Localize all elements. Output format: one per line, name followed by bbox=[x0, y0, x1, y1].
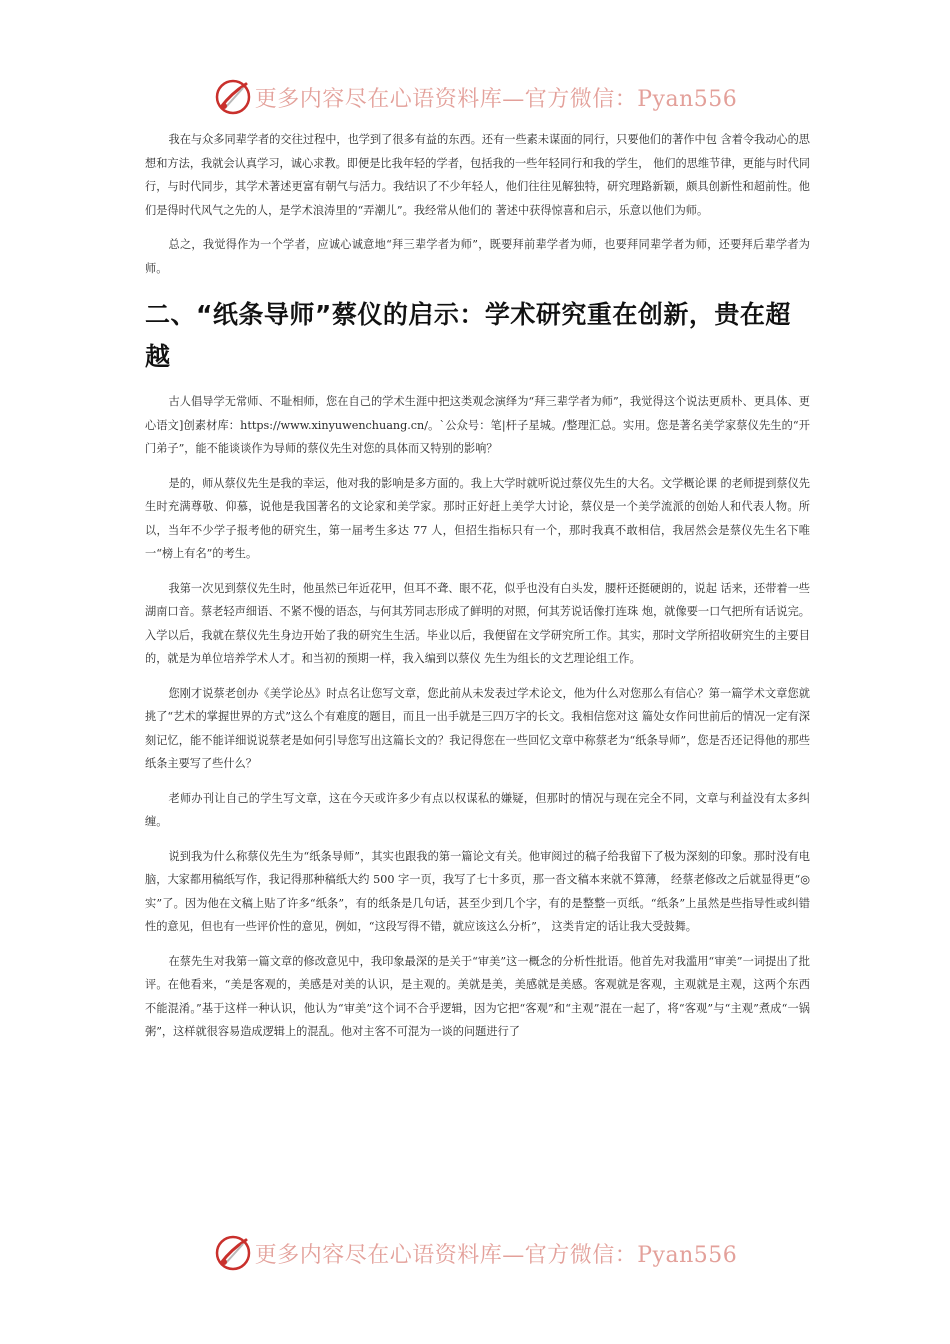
paragraph: 总之，我觉得作为一个学者，应诚心诚意地“拜三辈学者为师”，既要拜前辈学者为师，也要拜同辈学者为师，还要拜后辈学者为师。 bbox=[145, 238, 810, 275]
section-heading: 二、“纸条导师”蔡仪的启示：学术研究重在创新，贵在超越 bbox=[145, 300, 791, 371]
footer-banner-text: 更多内容尽在心语资料库—官方微信：Pyan556 bbox=[254, 1242, 738, 1268]
pen-logo-icon bbox=[213, 77, 253, 117]
footer-banner bbox=[0, 1228, 950, 1278]
paragraph: 古人倡导学无常师、不耻相师，您在自己的学术生涯中把这类观念演绎为“拜三辈学者为师”，我觉得这个说法更质朴、更具体、更心语文]创素材库：https://www.xinyuwenchuang.cn/。`公众号：笔|杆子星城。/整理汇总。实用。您是著名美学家蔡仪先生的“开门弟子”，能不能谈谈作为导师的蔡仪先生对您的具体而又特别的影响？ bbox=[145, 395, 810, 455]
paragraph: 在蔡先生对我第一篇文章的修改意见中，我印象最深的是关于“审美”这一概念的分析性批语。他首先对我滥用“审美”一词提出了批评。在他看来，“美是客观的，美感是对美的认识，是主观的。美就是美，美感就是美感。客观就是客观，主观就是主观，这两个东西不能混淆。”基于这样一种认识，他认为“审美”这个词不合乎逻辑，因为它把“客观”和“主观”混在一起了，将“客观”与“主观”煮成“一锅粥”，这样就很容易造成逻辑上的混乱。他对主客不可混为一谈的问题进行了 bbox=[145, 954, 810, 1038]
paragraph: 说到我为什么称蔡仪先生为“纸条导师”，其实也跟我的第一篇论文有关。他审阅过的稿子给我留下了极为深刻的印象。那时没有电脑，大家都用稿纸写作，我记得那种稿纸大约 500 字一页，我写了七十多页，那一沓文稿本来就不算薄， 经蔡老修改之后就显得更“◎实”了。因为他在文稿上贴了许多“纸条”，有的纸条是几句话，甚至少到几个字，有的是整整一页纸。“纸条”上虽然是些指导性或纠错性的意见，但也有一些评价性的意见，例如，“这段写得不错，就应该这么分析”， 这类肯定的话让我大受鼓舞。 bbox=[145, 849, 810, 933]
paragraph: 您刚才说蔡老创办《美学论丛》时点名让您写文章，您此前从未发表过学术论文，他为什么对您那么有信心？第一篇学术文章您就挑了“艺术的掌握世界的方式”这么个有难度的题目，而且一出手就是三四万字的长文。我相信您对这 篇处女作问世前后的情况一定有深刻记忆，能不能详细说说蔡老是如何引导您写出这篇长文的？我记得您在一些回忆文章中称蔡老为“纸条导师”，您是否还记得他的那些纸条主要写了些什么？ bbox=[145, 686, 810, 770]
pen-logo-icon bbox=[213, 1233, 253, 1273]
header-banner-text: 更多内容尽在心语资料库—官方微信：Pyan556 bbox=[254, 86, 738, 112]
document-body bbox=[145, 128, 810, 1055]
paragraph: 是的，师从蔡仪先生是我的幸运，他对我的影响是多方面的。我上大学时就听说过蔡仪先生的大名。文学概论课 的老师提到蔡仪先生时充满尊敬、仰慕，说他是我国著名的文论家和美学家。那时正好赶上美学大讨论，蔡仪是一个美学流派的创始人和代表人物。所以，当年不少学子报考他的研究生，第一届考生多达 77 人，但招生指标只有一个，那时我真不敢相信，我居然会是蔡仪先生名下唯一“榜上有名”的考生。 bbox=[145, 476, 810, 560]
header-banner bbox=[0, 72, 950, 122]
paragraph: 我在与众多同辈学者的交往过程中，也学到了很多有益的东西。还有一些素未谋面的同行，只要他们的著作中包 含着令我动心的思想和方法，我就会认真学习，诚心求教。即便是比我年轻的学者，包括我的一些年轻同行和我的学生， 他们的思维节律，更能与时代同行，与时代同步，其学术著述更富有朝气与活力。我结识了不少年轻人，他们往往见解独特，研究理路新颖，颇具创新性和超前性。他们是得时代风气之先的人，是学术浪涛里的“弄潮儿”。我经常从他们的 著述中获得惊喜和启示，乐意以他们为师。 bbox=[145, 133, 810, 217]
paragraph: 我第一次见到蔡仪先生时，他虽然已年近花甲，但耳不聋、眼不花，似乎也没有白头发，腰杆还挺硬朗的，说起 话来，还带着一些湖南口音。蔡老轻声细语、不紧不慢的语态，与何其芳同志形成了鲜明的对照，何其芳说话像打连珠 炮，就像要一口气把所有话说完。入学以后，我就在蔡仪先生身边开始了我的研究生生活。毕业以后，我便留在文学研究所工作。其实，那时文学所招收研究生的主要目的，就是为单位培养学术人才。和当初的预期一样，我入编到以蔡仪 先生为组长的文艺理论组工作。 bbox=[145, 581, 810, 665]
paragraph: 老师办刊让自己的学生写文章，这在今天或许多少有点以权谋私的嫌疑，但那时的情况与现在完全不同，文章与利益没有太多纠缠。 bbox=[145, 791, 810, 828]
